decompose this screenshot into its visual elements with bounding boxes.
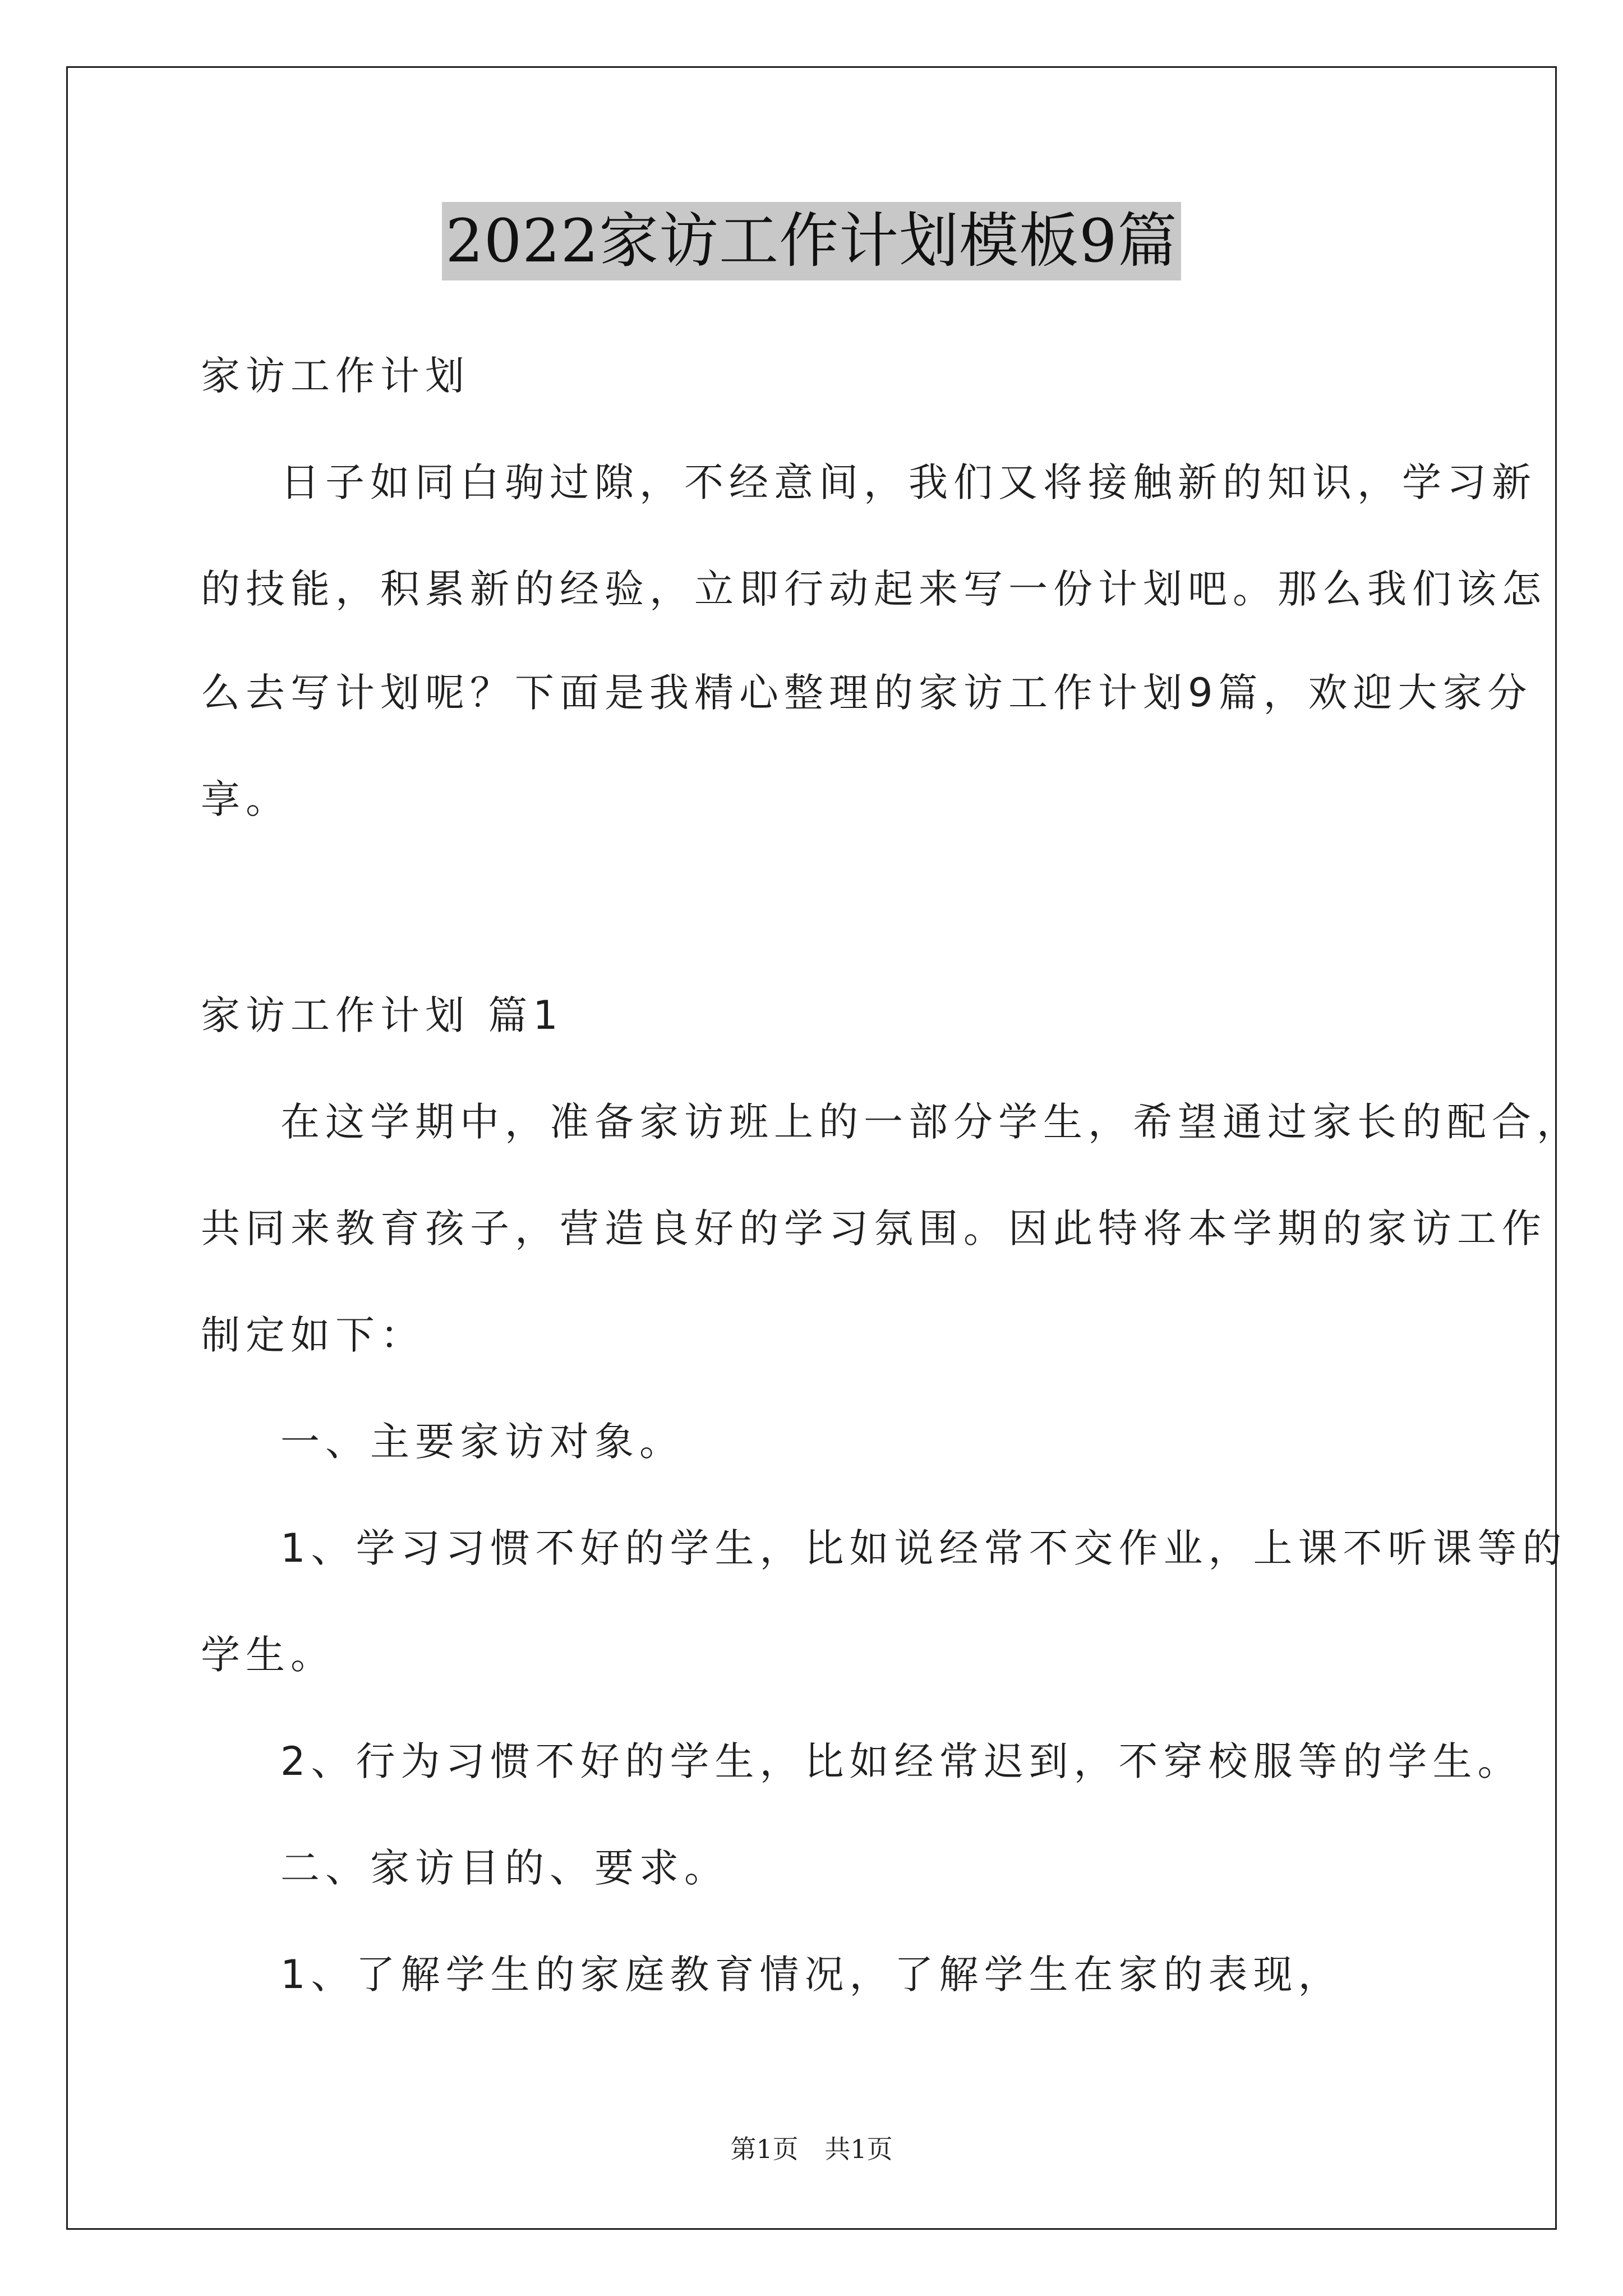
page-total: 共1页 bbox=[824, 2134, 893, 2164]
list-item: 2、行为习惯不好的学生，比如经常迟到，不穿校服等的学生。 bbox=[280, 1738, 1523, 1784]
paragraph-line: 享。 bbox=[201, 776, 291, 822]
title-container bbox=[0, 202, 1623, 280]
paragraph-line: 么去写计划呢？下面是我精心整理的家访工作计划9篇，欢迎大家分 bbox=[201, 670, 1533, 716]
list-heading: 二、家访目的、要求。 bbox=[280, 1845, 729, 1891]
paragraph-line: 共同来教育孩子，营造良好的学习氛围。因此特将本学期的家访工作 bbox=[201, 1205, 1547, 1251]
list-heading: 一、主要家访对象。 bbox=[280, 1419, 684, 1465]
page-number: 第1页 bbox=[730, 2134, 799, 2164]
section-heading: 家访工作计划 bbox=[201, 353, 470, 399]
paragraph-line: 制定如下： bbox=[201, 1312, 425, 1358]
list-item-continuation: 学生。 bbox=[201, 1632, 335, 1678]
document-title: 2022家访工作计划模板9篇 bbox=[442, 202, 1181, 280]
paragraph-line: 日子如同白驹过隙，不经意间，我们又将接触新的知识，学习新 bbox=[280, 459, 1537, 505]
list-item: 1、学习习惯不好的学生，比如说经常不交作业，上课不听课等的 bbox=[280, 1525, 1567, 1571]
paragraph-line: 在这学期中，准备家访班上的一部分学生，希望通过家长的配合， bbox=[280, 1099, 1581, 1145]
page-footer bbox=[0, 2129, 1623, 2166]
section-heading: 家访工作计划 篇1 bbox=[201, 992, 564, 1038]
paragraph-line: 的技能，积累新的经验，立即行动起来写一份计划吧。那么我们该怎 bbox=[201, 566, 1547, 612]
list-item: 1、了解学生的家庭教育情况，了解学生在家的表现， bbox=[280, 1952, 1343, 1998]
